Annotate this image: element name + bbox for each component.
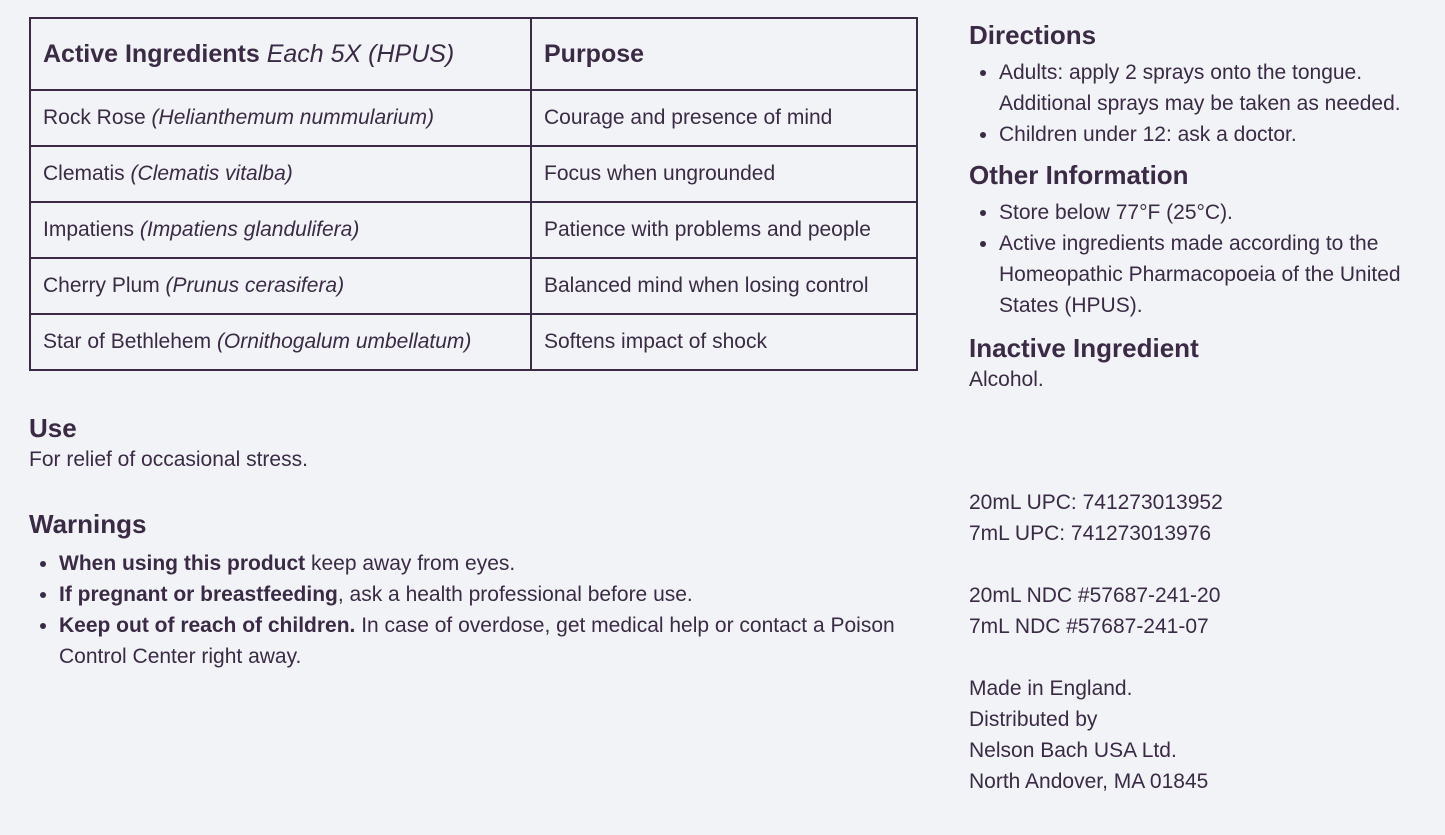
use-heading: Use	[29, 413, 77, 443]
table-row	[30, 314, 917, 370]
directions-list	[969, 57, 1429, 150]
ingredient-name: Cherry Plum	[43, 274, 160, 297]
made-in: Made in England.	[969, 677, 1133, 700]
warning-emphasis: If pregnant or breastfeeding	[59, 583, 338, 606]
ingredient-latin: (Ornithogalum umbellatum)	[216, 330, 472, 353]
ingredient-latin: (Impatiens glandulifera)	[139, 218, 360, 241]
table-row	[30, 258, 917, 314]
warning-text: keep away from eyes.	[305, 552, 516, 575]
directions-heading: Directions	[969, 20, 1097, 50]
ingredient-cell	[30, 146, 531, 202]
header-active-label: Active Ingredients	[43, 39, 260, 68]
right-column	[969, 18, 1429, 797]
purpose-cell: Courage and presence of mind	[531, 90, 917, 146]
upc-7ml: 7mL UPC: 741273013976	[969, 522, 1212, 545]
direction-item: • Children under 12: ask a doctor.	[999, 119, 1429, 150]
company-address: North Andover, MA 01845	[969, 770, 1209, 793]
header-purpose: Purpose	[531, 18, 917, 90]
warning-item	[59, 548, 919, 579]
header-hpus-label: Each 5X (HPUS)	[266, 39, 455, 68]
ingredient-name: Impatiens	[43, 218, 135, 241]
other-information-item: • Active ingredients made according to the Homeopathic Pharmacopoeia of the United States (HPUS).	[999, 228, 1429, 321]
upc-block	[969, 487, 1429, 549]
warnings-heading: Warnings	[29, 509, 147, 539]
purpose-cell: Focus when ungrounded	[531, 146, 917, 202]
table-row	[30, 146, 917, 202]
warnings-list	[29, 548, 919, 672]
ingredient-name: Rock Rose	[43, 106, 146, 129]
inactive-ingredient-heading: Inactive Ingredient	[969, 333, 1199, 363]
company-name: Nelson Bach USA Ltd.	[969, 739, 1177, 762]
other-information-list	[969, 197, 1429, 321]
ingredient-name: Clematis	[43, 162, 125, 185]
ndc-20ml: 20mL NDC #57687-241-20	[969, 584, 1221, 607]
other-information-item: • Store below 77°F (25°C).	[999, 197, 1429, 228]
ingredient-latin: (Prunus cerasifera)	[165, 274, 345, 297]
warning-emphasis: Keep out of reach of children.	[59, 614, 356, 637]
ingredient-name: Star of Bethlehem	[43, 330, 212, 353]
purpose-cell: Softens impact of shock	[531, 314, 917, 370]
ingredient-cell	[30, 90, 531, 146]
distributed-by: Distributed by	[969, 708, 1098, 731]
warning-text: , ask a health professional before use.	[337, 583, 693, 606]
table-header-row	[30, 18, 917, 90]
purpose-cell: Patience with problems and people	[531, 202, 917, 258]
warning-item	[59, 610, 919, 672]
upc-20ml: 20mL UPC: 741273013952	[969, 491, 1223, 514]
ndc-block	[969, 580, 1429, 642]
ingredient-cell	[30, 202, 531, 258]
direction-item: • Adults: apply 2 sprays onto the tongue. Additional sprays may be taken as needed.	[999, 57, 1429, 119]
purpose-cell: Balanced mind when losing control	[531, 258, 917, 314]
ingredient-cell	[30, 258, 531, 314]
warning-text: In case of overdose, get medical help or contact a Poison Control Center right away.	[59, 614, 895, 668]
inactive-ingredient-text: Alcohol.	[969, 368, 1044, 391]
other-information-heading: Other Information	[969, 160, 1189, 190]
ingredient-cell	[30, 314, 531, 370]
left-column	[29, 17, 919, 672]
header-active-ingredients	[30, 18, 531, 90]
active-ingredients-table	[29, 17, 918, 371]
warning-item	[59, 579, 919, 610]
ingredient-latin: (Helianthemum nummularium)	[151, 106, 434, 129]
table-row	[30, 90, 917, 146]
warning-emphasis: When using this product	[59, 552, 306, 575]
ndc-7ml: 7mL NDC #57687-241-07	[969, 615, 1209, 638]
ingredient-latin: (Clematis vitalba)	[130, 162, 293, 185]
table-row	[30, 202, 917, 258]
use-text: For relief of occasional stress.	[29, 448, 308, 471]
distribution-block	[969, 673, 1429, 797]
